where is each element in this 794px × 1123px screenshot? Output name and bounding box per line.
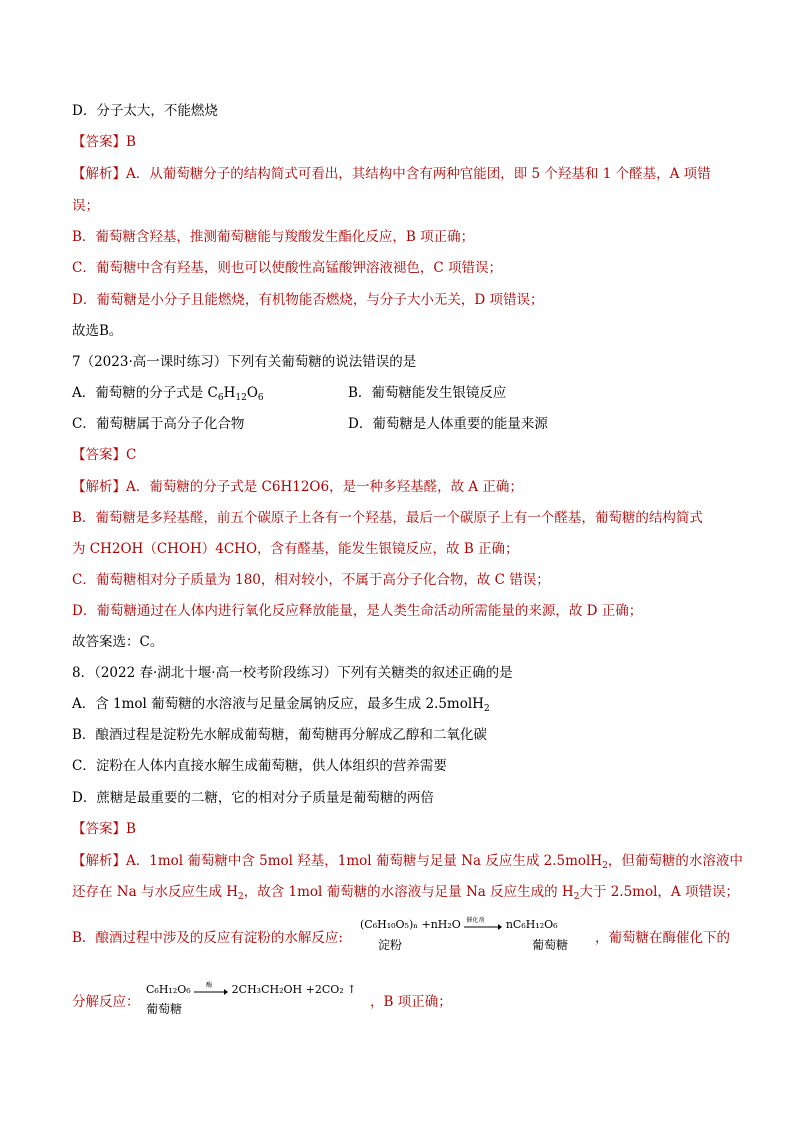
option-b: B．酿酒过程是淀粉先水解成葡萄糖，葡萄糖再分解成乙醇和二氧化碳	[72, 727, 487, 743]
option-a: A．葡萄糖的分子式是 $C_6H_{12}O_6$	[72, 385, 264, 403]
option-d-text: D．分子太大，不能燃烧	[72, 103, 218, 119]
hydrolysis-equation	[360, 918, 558, 932]
eq2-label-glucose: 葡萄糖	[146, 1002, 183, 1016]
eq1-product: nC₆H₁₂O₆	[505, 918, 558, 931]
answer-value: B	[126, 134, 136, 150]
explanation-line-eq2-tail: ，B 项正确；	[370, 994, 452, 1010]
explanation-label: 【解析】	[72, 166, 126, 182]
question-7-options-row1	[72, 383, 722, 403]
explanation-line: C．葡萄糖中含有羟基，则也可以使酸性高锰酸钾溶液褪色，C 项错误；	[72, 260, 502, 276]
answer-label: 【答案】	[72, 447, 126, 463]
explanation-line: B．葡萄糖含羟基，推测葡萄糖能与羧酸发生酯化反应，B 项正确；	[72, 229, 475, 245]
option-c: C．淀粉在人体内直接水解生成葡萄糖，供人体组织的营养需要	[72, 758, 447, 774]
eq2-condition: 酶	[206, 982, 213, 989]
explanation-label: 【解析】	[72, 853, 126, 869]
explanation-text: A．葡萄糖的分子式是 C6H12O6，是一种多羟基醛，故 A 正确；	[126, 479, 523, 495]
explanation-line: B．葡萄糖是多羟基醛，前五个碳原子上各有一个羟基，最后一个碳原子上有一个醛基，葡萄糖的结构简式	[72, 510, 703, 526]
eq1-arrow	[464, 917, 502, 930]
answer-line	[72, 132, 136, 152]
eq1-condition: 催化剂	[466, 917, 485, 924]
eq1-reactant: (C₆H₁₀O₅)ₙ +nH₂O	[360, 918, 461, 931]
explanation-text: A．从葡萄糖分子的结构简式可看出，其结构中含有两种官能团，即 5 个羟基和 1 个醛基，A 项错	[126, 166, 711, 182]
answer-value: C	[126, 447, 137, 463]
question-8-stem: 8．（2022 春·湖北十堰·高一校考阶段练习）下列有关糖类的叙述正确的是	[72, 665, 513, 681]
explanation-line: D．葡萄糖是小分子且能燃烧，有机物能否燃烧，与分子大小无关，D 项错误；	[72, 292, 544, 308]
explanation-line	[72, 851, 743, 871]
explanation-line: 为 CH2OH（CHOH）4CHO，含有醛基，能发生银镜反应，故 B 正确；	[72, 541, 519, 557]
explanation-line: C．葡萄糖相对分子质量为 180，相对较小，不属于高分子化合物，故 C 错误；	[72, 572, 550, 588]
explanation-line: 误；	[72, 198, 99, 214]
explanation-label: 【解析】	[72, 479, 126, 495]
explanation-line	[72, 477, 523, 497]
eq1-label-starch: 淀粉	[378, 938, 403, 952]
explanation-line	[72, 164, 711, 184]
arrow-icon	[464, 923, 502, 933]
question-7-options-row2	[72, 414, 722, 434]
eq1-label-glucose: 葡萄糖	[532, 938, 569, 952]
answer-label: 【答案】	[72, 134, 126, 150]
option-c: C．葡萄糖属于高分子化合物	[72, 416, 245, 432]
arrow-icon	[194, 988, 228, 998]
option-b: B．葡萄糖能发生银镜反应	[348, 385, 507, 401]
eq2-product: 2CH₃CH₂OH +2CO₂ ↑	[231, 983, 357, 996]
answer-line	[72, 445, 136, 465]
eq2-reactant: C₆H₁₂O₆	[146, 983, 191, 996]
fermentation-equation	[146, 983, 356, 997]
explanation-line: 还存在 Na 与水反应生成 $H_2$，故含 1mol 葡萄糖的水溶液与足量 Na 反应生成的 $H_2$大于 2.5mol，A 项错误；	[72, 884, 739, 902]
explanation-text: A．1mol 葡萄糖中含 5mol 羟基，1mol 葡萄糖与足量 Na 反应生成 2.5molH$_2$，但葡萄糖的水溶液中	[126, 853, 743, 871]
conclusion-line: 故答案选：C。	[72, 634, 164, 650]
explanation-line-eq1-tail: ，葡萄糖在酶催化下的	[595, 930, 730, 946]
explanation-line-eq2: 分解反应：	[72, 994, 140, 1010]
question-7-stem: 7（2023·高一课时练习）下列有关葡萄糖的说法错误的是	[72, 354, 417, 370]
option-d: D．蔗糖是最重要的二糖，它的相对分子质量是葡萄糖的两倍	[72, 790, 434, 806]
eq2-arrow	[194, 982, 228, 995]
conclusion-line: 故选B。	[72, 323, 123, 339]
answer-label: 【答案】	[72, 821, 126, 837]
option-d: D．葡萄糖是人体重要的能量来源	[348, 416, 548, 432]
option-a: A．含 1mol 葡萄糖的水溶液与足量金属钠反应，最多生成 2.5molH$_2$	[72, 696, 490, 714]
answer-line	[72, 819, 136, 839]
explanation-line: D．葡萄糖通过在人体内进行氧化反应释放能量，是人类生命活动所需能量的来源，故 D 正确；	[72, 603, 643, 619]
answer-value: B	[126, 821, 136, 837]
explanation-line-eq1: B．酿酒过程中涉及的反应有淀粉的水解反应:	[72, 930, 343, 946]
